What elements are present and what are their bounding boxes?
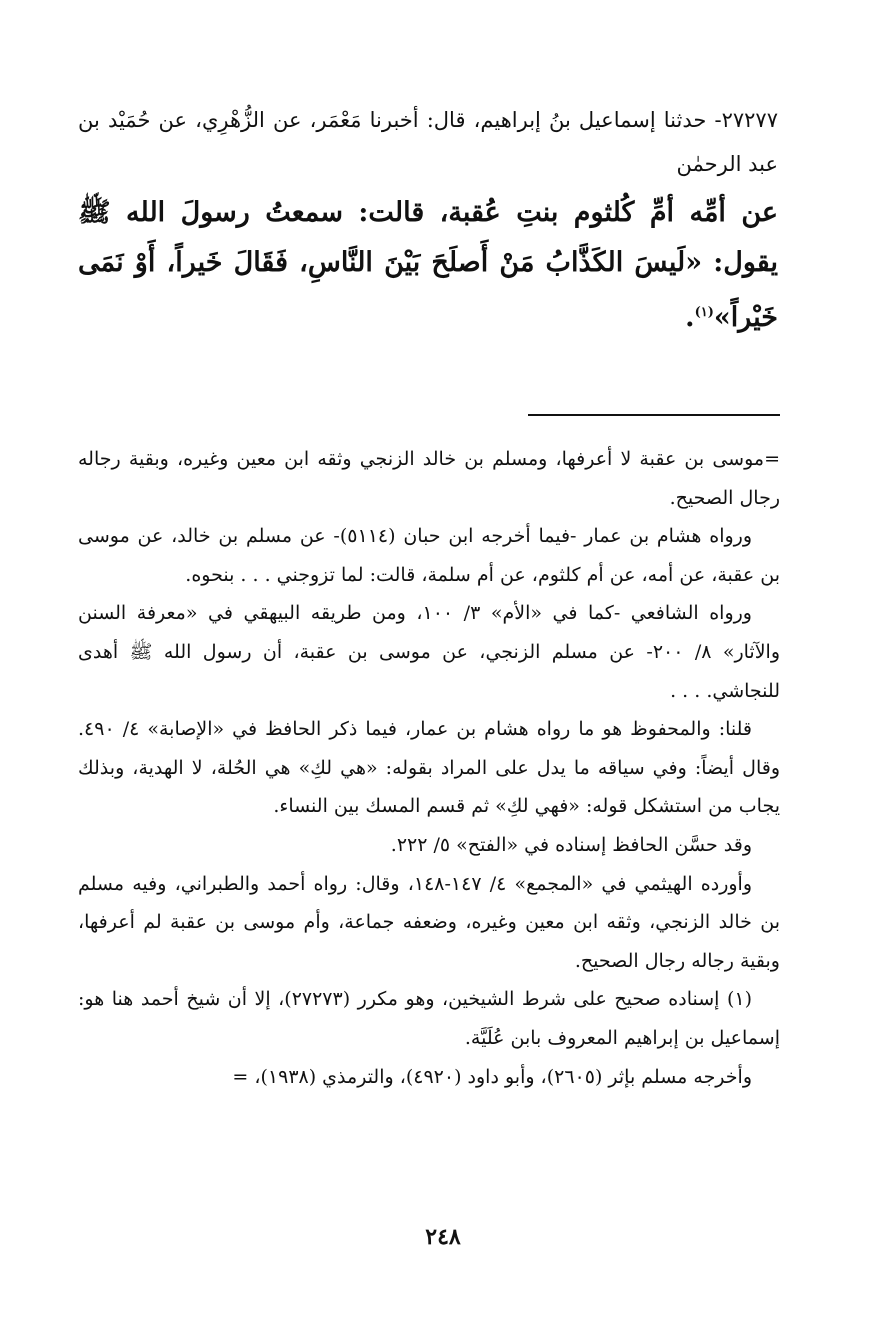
end-mark: . — [685, 302, 695, 333]
matn-intro: عن أمِّه أمِّ كُلثوم بنتِ عُقبة، قالت: سمعتُ رسولَ الله ﷺ يقول: — [78, 197, 778, 278]
footnote-paragraph: =موسى بن عقبة لا أعرفها، ومسلم بن خالد الزنجي وثقه ابن معين وغيره، وبقية رجاله رجال الصحيح. — [78, 448, 780, 509]
hadith-isnad: ٢٧٢٧٧- حدثنا إسماعيل بنُ إبراهيم، قال: أخبرنا مَعْمَر، عن الزُّهْرِي، عن حُمَيْد بن عبد الرحمٰن — [78, 108, 778, 176]
footnote-separator — [528, 414, 780, 416]
footnote-paragraph: (١) إسناده صحيح على شرط الشيخين، وهو مكرر (٢٧٢٧٣)، إلا أن شيخ أحمد هنا هو: إسماعيل بن إبراهيم المعروف بابن عُلَيَّة. — [78, 988, 780, 1049]
footnotes — [78, 440, 780, 1096]
hadith-block — [78, 98, 778, 343]
footnote-paragraph: ورواه هشام بن عمار -فيما أخرجه ابن حبان (٥١١٤)- عن مسلم بن خالد، عن موسى بن عقبة، عن أمه، عن أم كلثوم، عن أم سلمة، قالت: لما تزوجني . . . بنحوه. — [78, 525, 780, 586]
hadith-matn — [78, 188, 778, 343]
footnote-paragraph: وقد حسَّن الحافظ إسناده في «الفتح» ٥/ ٢٢٢. — [390, 833, 752, 856]
footnote-paragraph: قلنا: والمحفوظ هو ما رواه هشام بن عمار، فيما ذكر الحافظ في «الإصابة» ٤/ ٤٩٠. وقال أيضاً: وفي سياقه ما يدل على المراد بقوله: «هي لكِ» هي الحُلة، لا الهدية، وبذلك يجاب من استشكل قوله: «فهي لكِ» ثم قسم المسك بين النساء. — [78, 718, 780, 818]
page-number: ٢٤٨ — [425, 1224, 461, 1250]
footnote-paragraph: وأخرجه مسلم بإثر (٢٦٠٥)، وأبو داود (٤٩٢٠)، والترمذي (١٩٣٨)، = — [232, 1065, 752, 1088]
footnote-paragraph: ورواه الشافعي -كما في «الأم» ٣/ ١٠٠، ومن طريقه البيهقي في «معرفة السنن والآثار» ٨/ ٢٠٠- عن مسلم الزنجي، عن موسى بن عقبة، أن رسول الله ﷺ أهدى للنجاشي. . . . — [78, 602, 781, 702]
matn-quote: «لَيسَ الكَذَّابُ مَنْ أَصلَحَ بَيْنَ النَّاسِ، فَقَالَ خَيراً، أَوْ نَمَى خَيْراً» — [78, 247, 778, 333]
footnote-paragraph: وأورده الهيثمي في «المجمع» ٤/ ١٤٧-١٤٨، وقال: رواه أحمد والطبراني، وفيه مسلم بن خالد الزنجي، وثقه ابن معين وغيره، وضعفه جماعة، وأم موسى بن عقبة لم أعرفها، وبقية رجاله رجال الصحيح. — [78, 872, 780, 972]
footnote-marker: (١) — [694, 305, 714, 320]
